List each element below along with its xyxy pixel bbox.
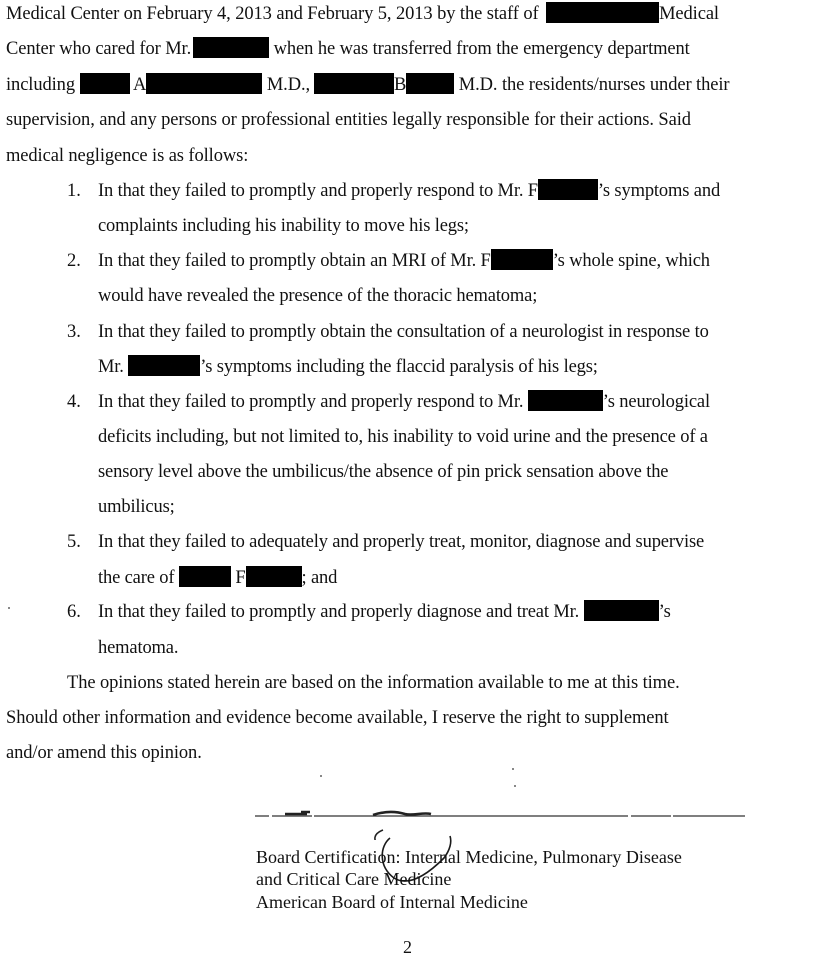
list-item-line: deficits including, but not limited to, his inability to void urine and the presence of a xyxy=(98,427,708,447)
text: ’s xyxy=(658,602,671,622)
list-item-line: In that they failed to promptly obtain the consultation of a neurologist in response to xyxy=(98,322,709,342)
list-item-line xyxy=(98,350,598,386)
text: when he was transferred from the emergency department xyxy=(273,39,690,59)
text: ’s symptoms including the flaccid paralysis of his legs; xyxy=(200,357,598,377)
paragraph-line: The opinions stated herein are based on the information available to me at this time. xyxy=(67,673,680,693)
list-number: 6. xyxy=(67,602,81,622)
redaction-bar xyxy=(584,600,659,621)
list-number: 4. xyxy=(67,392,81,412)
text: In that they failed to promptly and properly respond to Mr. xyxy=(98,392,524,412)
paragraph-line: supervision, and any persons or professional entities legally responsible for their actions. Said xyxy=(6,110,691,130)
text: Medical xyxy=(659,4,719,24)
text: ’s neurological xyxy=(602,392,710,412)
redaction-bar xyxy=(193,37,269,58)
paragraph-line: Should other information and evidence become available, I reserve the right to supplement xyxy=(6,708,669,728)
paragraph-line: and/or amend this opinion. xyxy=(6,743,202,763)
text: A xyxy=(133,75,147,95)
text: the care of xyxy=(98,568,175,588)
certification-line: Board Certification: Internal Medicine, Pulmonary Disease xyxy=(256,847,682,867)
certification-line: and Critical Care Medicine xyxy=(256,869,452,889)
list-item-line: complaints including his inability to move his legs; xyxy=(98,216,469,236)
list-item-line: In that they failed to adequately and properly treat, monitor, diagnose and supervise xyxy=(98,532,705,552)
redaction-bar xyxy=(146,73,262,94)
text: F xyxy=(235,568,246,588)
list-item-line xyxy=(98,244,710,280)
text: ’s symptoms and xyxy=(597,181,721,201)
list-item-line xyxy=(98,385,710,421)
list-number: 5. xyxy=(67,532,81,552)
text: Mr. xyxy=(98,357,124,377)
paragraph-line xyxy=(6,0,719,33)
paragraph-line: medical negligence is as follows: xyxy=(6,146,249,166)
text: ; and xyxy=(301,568,338,588)
redaction-bar xyxy=(538,179,598,200)
list-item-line: umbilicus; xyxy=(98,497,175,517)
redaction-bar xyxy=(179,566,231,587)
scan-speck xyxy=(8,607,10,609)
text: In that they failed to promptly and properly diagnose and treat Mr. xyxy=(98,602,580,622)
list-number: 2. xyxy=(67,251,81,271)
list-item-line xyxy=(98,174,720,210)
redaction-bar xyxy=(314,73,394,94)
list-item-line: sensory level above the umbilicus/the absence of pin prick sensation above the xyxy=(98,462,669,482)
redaction-bar xyxy=(546,2,659,23)
signature-mark xyxy=(255,800,745,840)
redaction-bar xyxy=(528,390,603,411)
list-number: 1. xyxy=(67,181,81,201)
scan-speck xyxy=(512,768,514,770)
text: ’s whole spine, which xyxy=(552,251,710,271)
text: Center who cared for Mr. xyxy=(6,39,192,59)
redaction-bar xyxy=(491,249,553,270)
certification-line: American Board of Internal Medicine xyxy=(256,892,528,912)
paragraph-line xyxy=(6,32,690,68)
redaction-bar xyxy=(80,73,130,94)
list-number: 3. xyxy=(67,322,81,342)
paragraph-line xyxy=(6,68,729,104)
text: Medical Center on February 4, 2013 and February 5, 2013 by the staff of xyxy=(6,4,539,24)
redaction-bar xyxy=(406,73,454,94)
text: In that they failed to promptly and properly respond to Mr. F xyxy=(98,181,538,201)
list-item-line: hematoma. xyxy=(98,638,179,658)
text: In that they failed to promptly obtain an MRI of Mr. F xyxy=(98,251,491,271)
text: M.D., xyxy=(266,75,311,95)
scan-speck xyxy=(514,785,516,787)
text: M.D. the residents/nurses under their xyxy=(458,75,730,95)
list-item-line: would have revealed the presence of the thoracic hematoma; xyxy=(98,286,538,306)
text: including xyxy=(6,75,75,95)
redaction-bar xyxy=(246,566,302,587)
scan-speck xyxy=(320,775,322,777)
list-item-line xyxy=(98,595,671,631)
redaction-bar xyxy=(128,355,200,376)
page-number: 2 xyxy=(403,937,412,957)
text: B xyxy=(394,75,407,95)
list-item-line xyxy=(98,561,337,597)
